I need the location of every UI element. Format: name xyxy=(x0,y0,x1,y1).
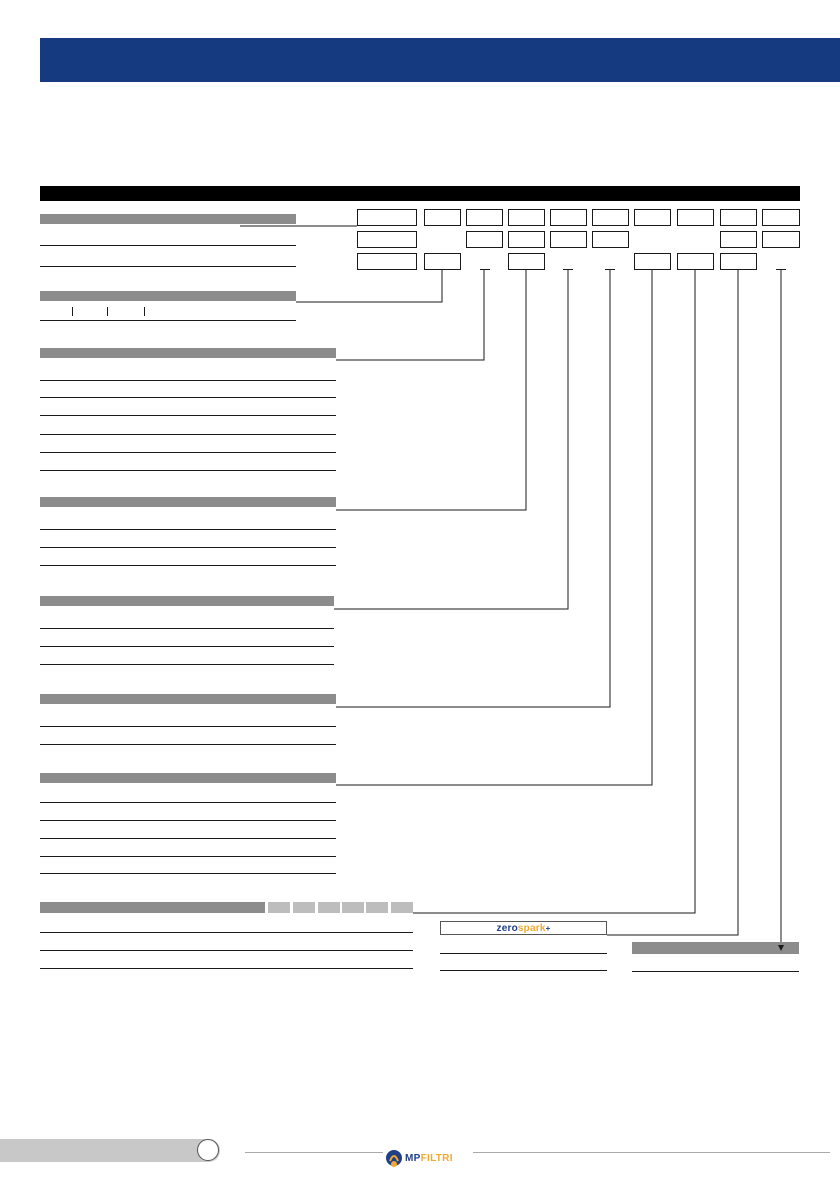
logo-wordmark xyxy=(405,1153,453,1164)
logo-filtri: FILTRI xyxy=(420,1152,453,1164)
footer-rule xyxy=(245,1152,830,1153)
connector-section-3 xyxy=(336,270,484,360)
connector-section-7 xyxy=(336,270,652,785)
connector-section-5 xyxy=(334,270,568,609)
mp-filtri-logo xyxy=(383,1143,473,1173)
logo-mp: MP xyxy=(405,1152,421,1164)
connector-zerospark xyxy=(607,270,738,935)
connector-section-2 xyxy=(296,270,442,302)
connector-section-8 xyxy=(413,270,695,913)
arrowhead xyxy=(778,945,784,951)
connector-section-4 xyxy=(336,270,526,510)
connector-section-6 xyxy=(336,270,610,707)
page-number-tab xyxy=(0,1139,220,1162)
mp-filtri-logo-icon xyxy=(383,1147,405,1169)
zerospark-spark: spark xyxy=(517,922,546,934)
page-number-circle xyxy=(197,1139,219,1161)
zerospark-plus: + xyxy=(545,923,551,933)
zerospark-zero: zero xyxy=(496,922,518,934)
